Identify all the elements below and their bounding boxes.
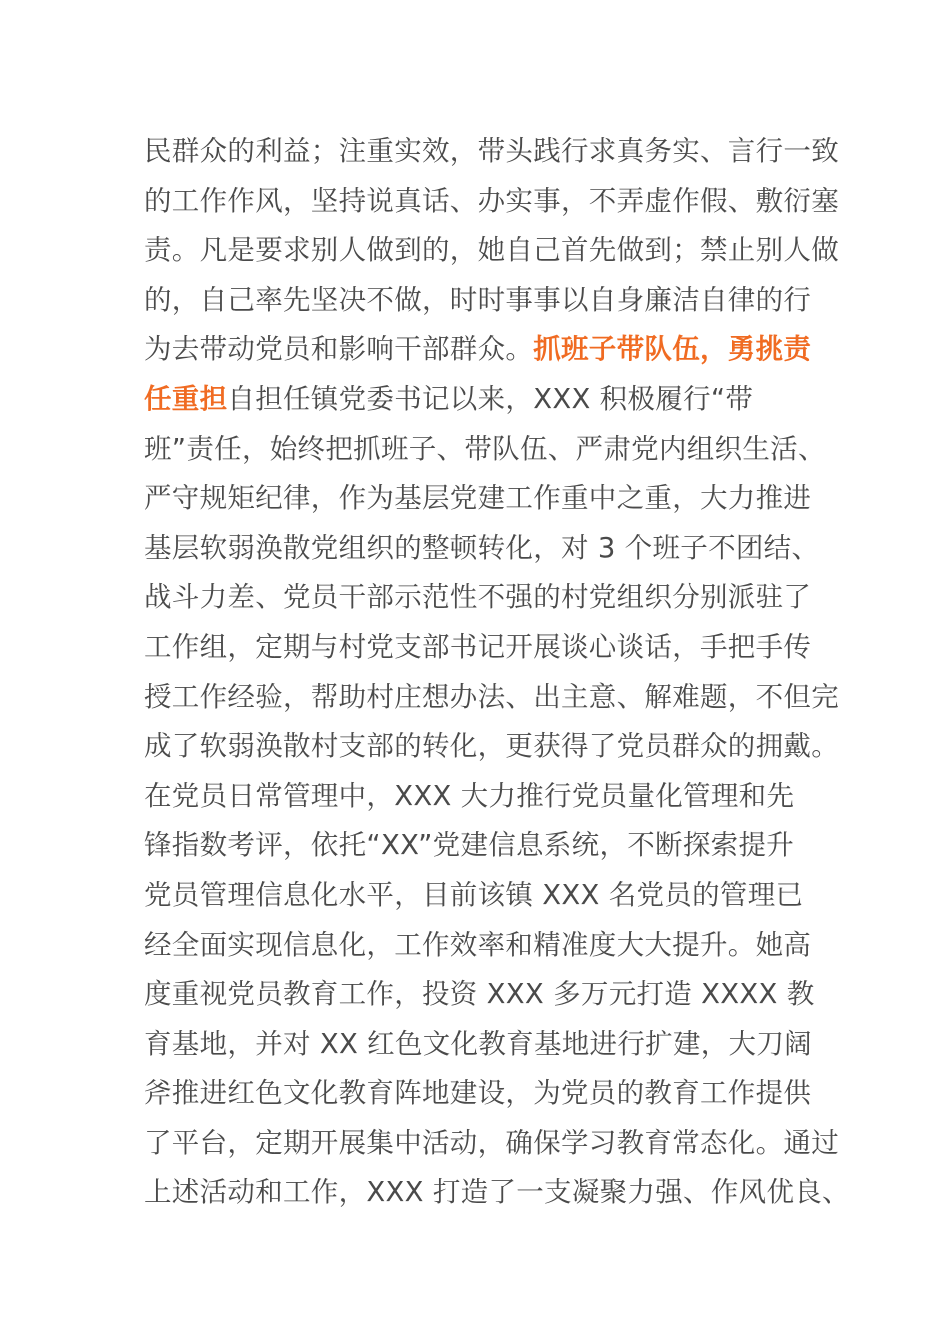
line-text: 基层软弱涣散党组织的整顿转化，对 3 个班子不团结、 [144, 531, 820, 564]
text-line [144, 1119, 839, 1169]
line-text: 斧推进红色文化教育阵地建设，为党员的教育工作提供 [144, 1077, 812, 1110]
text-line [144, 573, 824, 623]
line-text: 经全面实现信息化，工作效率和精准度大大提升。她高 [144, 928, 812, 961]
text-line [144, 524, 824, 574]
text-line [144, 375, 824, 425]
line-text: 责。凡是要求别人做到的，她自己首先做到；禁止别人做 [144, 234, 839, 267]
text-line [144, 1168, 850, 1218]
line-text: 的，自己率先坚决不做，时时事事以自身廉洁自律的行 [144, 283, 812, 316]
text-line [144, 921, 824, 971]
text-line [144, 1020, 824, 1070]
line-text: 授工作经验，帮助村庄想办法、出主意、解难题，不但完 [144, 680, 839, 713]
text-line [144, 623, 824, 673]
line-text: 自担任镇党委书记以来，XXX 积极履行“带 [227, 382, 754, 415]
line-text: 度重视党员教育工作，投资 XXX 多万元打造 XXXX 教 [144, 978, 815, 1011]
text-line [144, 425, 824, 475]
text-line [144, 127, 839, 177]
text-line [144, 276, 824, 326]
line-text: 的工作作风，坚持说真话、办实事，不弄虚作假、敷衍塞 [144, 184, 839, 217]
text-line [144, 325, 824, 375]
line-text: 班”责任，始终把抓班子、带队伍、严肃党内组织生活、 [144, 432, 826, 465]
line-text: 民群众的利益；注重实效，带头践行求真务实、言行一致 [144, 135, 839, 167]
line-text: 成了软弱涣散村支部的转化，更获得了党员群众的拥戴。 [144, 730, 839, 763]
text-line [144, 821, 824, 871]
text-line [144, 177, 839, 227]
text-line [144, 474, 824, 524]
line-text: 党员管理信息化水平，目前该镇 XXX 名党员的管理已 [144, 878, 804, 911]
text-line [144, 970, 824, 1020]
line-text: 战斗力差、党员干部示范性不强的村党组织分别派驻了 [144, 581, 812, 614]
line-text: 育基地，并对 XX 红色文化教育基地进行扩建，大刀阔 [144, 1027, 812, 1060]
line-text: 在党员日常管理中，XXX 大力推行党员量化管理和先 [144, 779, 795, 812]
text-line [144, 226, 839, 276]
text-line [144, 772, 824, 822]
line-text: 锋指数考评，依托“XX”党建信息系统，不断探索提升 [144, 829, 795, 862]
text-line [144, 673, 839, 723]
text-line [144, 871, 824, 921]
highlighted-heading: 任重担 [144, 382, 228, 415]
line-text: 严守规矩纪律，作为基层党建工作重中之重，大力推进 [144, 482, 812, 515]
highlighted-heading: 抓班子带队伍，勇挑责 [533, 333, 812, 366]
line-text: 为去带动党员和影响干部群众。 [144, 333, 534, 366]
text-line [144, 722, 839, 772]
line-text: 工作组，定期与村党支部书记开展谈心谈话，手把手传 [144, 630, 812, 663]
body-text [144, 127, 850, 1218]
line-text: 上述活动和工作，XXX 打造了一支凝聚力强、作风优良、 [144, 1176, 850, 1209]
line-text: 了平台，定期开展集中活动，确保学习教育常态化。通过 [144, 1126, 839, 1159]
text-line [144, 1069, 824, 1119]
